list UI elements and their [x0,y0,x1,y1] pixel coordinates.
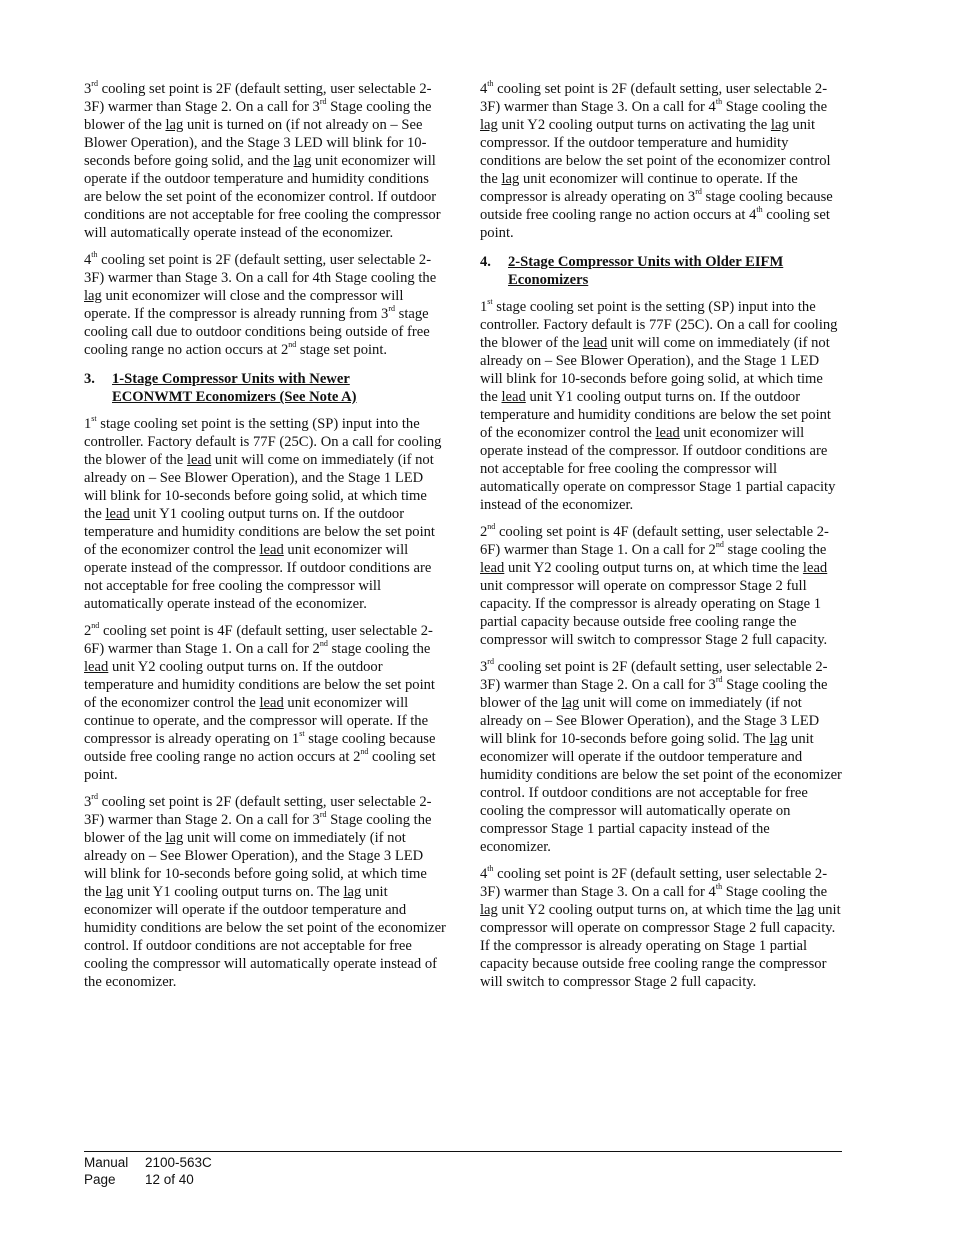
section-heading-3 [84,370,448,406]
paragraph-3rd-stage-lag-economizer: 3rd cooling set point is 2F (default setting, user selectable 2-3F) warmer than Stage 2. On a call for 3rd Stage cooling the blower of the lag unit is turned on (if not already on – See Blower Operation), and the Stage 3 LED will blink for 10-seconds before going solid, and the lag unit economizer will operate if the outdoor temperature and humidity conditions are below the set point of the economizer control. If outdoor conditions are not acceptable for free cooling the compressor will automatically operate instead of the economizer. [84,79,441,241]
section-heading-4 [480,253,844,289]
paragraph-3rd-stage-lag: 3rd cooling set point is 2F (default setting, user selectable 2-3F) warmer than Stage 2. On a call for 3rd Stage cooling the blower of the lag unit will come on immediately (if not already on – See Blower Operation), and the Stage 3 LED will blink for 10-seconds before going solid, at which time the lag unit Y1 cooling output turns on. The lag unit economizer will operate if the outdoor temperature and humidity conditions are below the set point of the economizer control. If outdoor conditions are not acceptable for free cooling the compressor will automatically operate instead of the economizer. [84,792,446,990]
paragraph-2nd-stage-lead-2stage: 2nd cooling set point is 4F (default setting, user selectable 2-6F) warmer than Stage 1. On a call for 2nd stage cooling the lead unit Y2 cooling output turns on, at which time the lead unit compressor will operate on compressor Stage 2 full capacity. If the compressor is already operating on Stage 1 partial capacity because outside free cooling range the compressor will switch to compressor Stage 2 full capacity. [480,522,829,648]
paragraph-1st-stage-lead-2stage: 1st stage cooling set point is the setting (SP) input into the controller. Factory default is 77F (25C). On a call for cooling the blower of the lead unit will come on immediately (if not already on – See Blower Operation), and the Stage 1 LED will blink for 10-seconds before going solid, at which time the lead unit Y1 cooling output turns on. If the outdoor temperature and humidity conditions are below the set point of the economizer control the lead unit economizer will operate instead of the compressor. If outdoor conditions are not acceptable for free cooling the compressor will automatically operate on compressor Stage 1 partial capacity instead of the economizer. [480,297,838,513]
footer-manual-label: Manual [84,1155,129,1170]
section-number: 3. [84,371,95,387]
page-footer [84,1154,212,1188]
left-column [84,80,448,1000]
footer-manual-number: 2100-563C [145,1155,212,1170]
paragraph-3rd-stage-lag-2stage: 3rd cooling set point is 2F (default setting, user selectable 2-3F) warmer than Stage 2. On a call for 3rd Stage cooling the blower of the lag unit will come on immediately (if not already on – See Blower Operation), and the Stage 3 LED will blink for 10-seconds before going solid. The lag unit economizer will operate if the outdoor temperature and humidity conditions are below the set point of the economizer control. If outdoor conditions are not acceptable for free cooling the compressor will automatically operate on compressor Stage 1 partial capacity instead of the economizer. [480,657,842,855]
paragraph-4th-stage-lag-2stage: 4th cooling set point is 2F (default setting, user selectable 2-3F) warmer than Stage 3. On a call for 4th Stage cooling the lag unit Y2 cooling output turns on, at which time the lag unit compressor will operate on compressor Stage 2 full capacity. If the compressor is already operating on Stage 1 partial capacity because outside free cooling range the compressor will switch to compressor Stage 2 full capacity. [480,864,841,990]
footer-page-row [84,1171,212,1188]
section-number: 4. [480,254,491,270]
footer-manual-row [84,1154,212,1171]
section-title: 2-Stage Compressor Units with Older EIFM Economizers [508,254,784,288]
right-column [480,80,844,1000]
section-title: 1-Stage Compressor Units with Newer ECONWMT Economizers (See Note A) [112,371,357,405]
paragraph-4th-stage-lag-economizer: 4th cooling set point is 2F (default setting, user selectable 2-3F) warmer than Stage 3. On a call for 4th Stage cooling the lag unit economizer will close and the compressor will operate. If the compressor is already running from 3rd stage cooling call due to outdoor conditions being outside of free cooling range no action occurs at 2nd stage set point. [84,250,437,358]
footer-page-label: Page [84,1172,116,1187]
paragraph-2nd-stage-lead: 2nd cooling set point is 4F (default setting, user selectable 2-6F) warmer than Stage 1. On a call for 2nd stage cooling the lead unit Y2 cooling output turns on. If the outdoor temperature and humidity conditions are below the set point of the economizer control the lead unit economizer will continue to operate, and the compressor will operate. If the compressor is already operating on 1st stage cooling because outside free cooling range no action occurs at 2nd cooling set point. [84,621,436,783]
footer-page-number: 12 of 40 [145,1172,194,1187]
footer-divider [84,1151,842,1152]
paragraph-4th-stage-lag: 4th cooling set point is 2F (default setting, user selectable 2-3F) warmer than Stage 3. On a call for 4th Stage cooling the lag unit Y2 cooling output turns on activating the lag unit compressor. If the outdoor temperature and humidity conditions are below the set point of the economizer control the lag unit economizer will continue to operate. If the compressor is already operating on 3rd stage cooling because outside free cooling range no action occurs at 4th cooling set point. [480,79,833,241]
paragraph-1st-stage-lead: 1st stage cooling set point is the setting (SP) input into the controller. Factory default is 77F (25C). On a call for cooling the blower of the lead unit will come on immediately (if not already on – See Blower Operation), and the Stage 1 LED will blink for 10-seconds before going solid, at which time the lead unit Y1 cooling output turns on. If the outdoor temperature and humidity conditions are below the set point of the economizer control the lead unit economizer will operate instead of the compressor. If outdoor conditions are not acceptable for free cooling the compressor will automatically operate instead of the economizer. [84,414,442,612]
